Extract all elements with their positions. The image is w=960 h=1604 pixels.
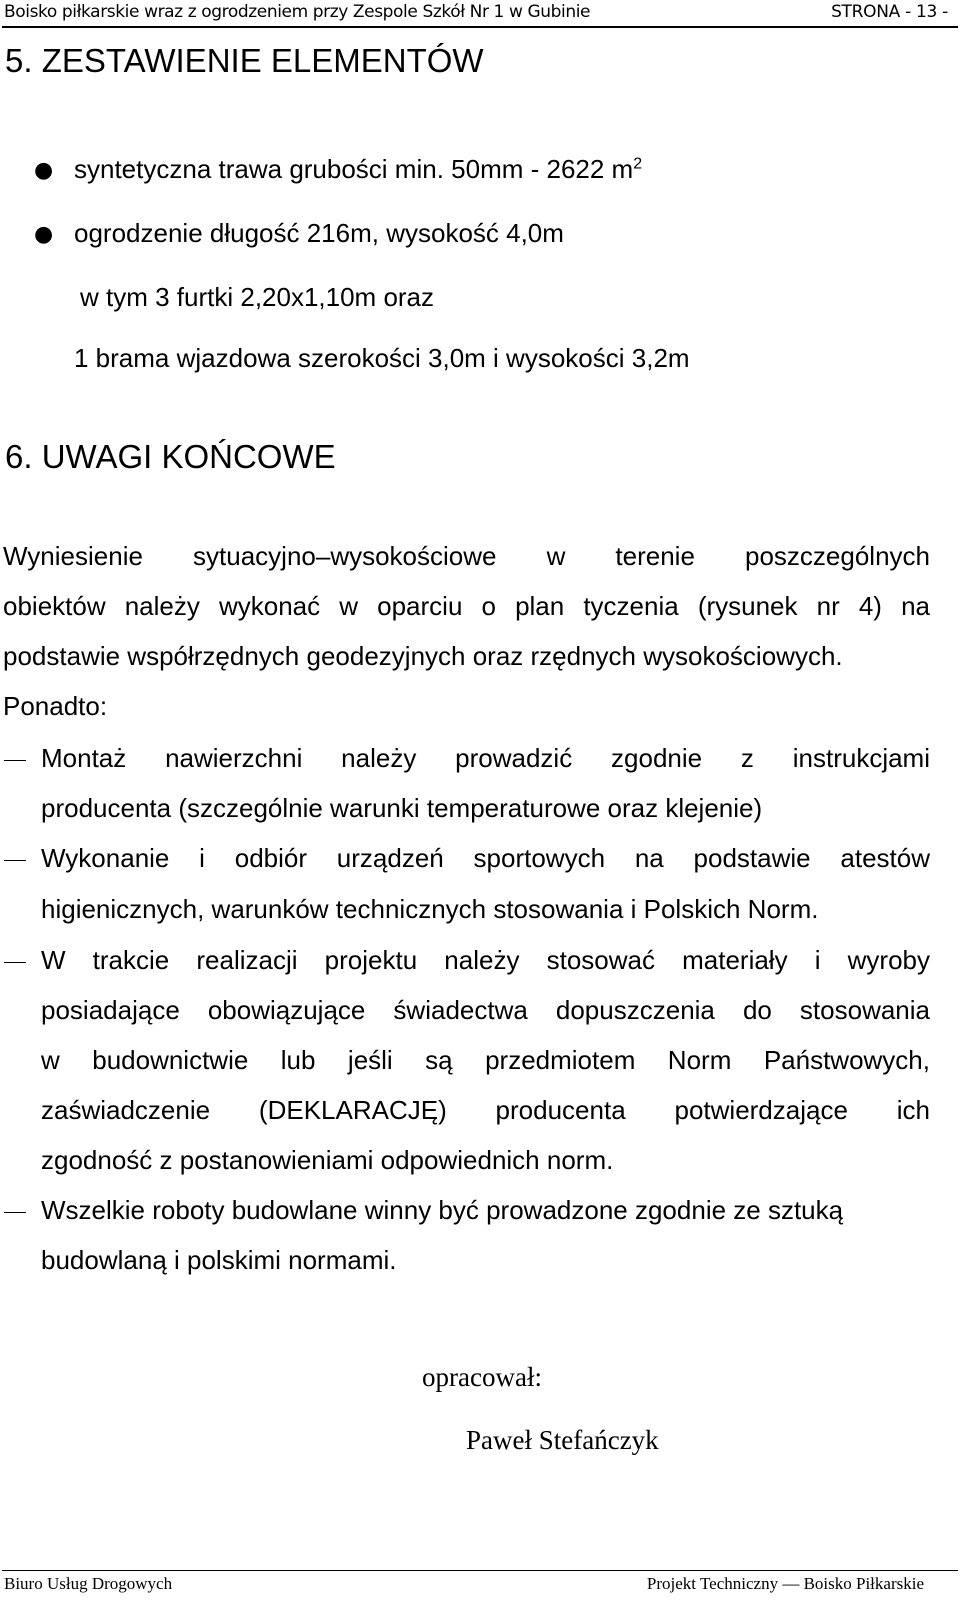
bullet-icon: ●: [34, 222, 54, 247]
dash-item-line: Wszelkie roboty budowlane winny być prowadzone zgodnie ze sztuką: [41, 1195, 844, 1225]
superscript-unit: 2: [633, 155, 643, 173]
dash-item-line: W trakcie realizacji projektu należy stosować materiały i wyroby: [41, 945, 930, 975]
list-item: [74, 154, 642, 185]
dash-icon: [4, 1212, 26, 1213]
paragraph-line: Ponadto:: [3, 691, 108, 721]
list-item-text: syntetyczna trawa grubości min. 50mm - 2622 m: [74, 154, 634, 184]
footer-divider: [2, 1570, 958, 1571]
paragraph-line: obiektów należy wykonać w oparciu o plan tyczenia (rysunek nr 4) na: [3, 591, 930, 621]
section-6-heading: 6. UWAGI KOŃCOWE: [5, 438, 336, 475]
page-header: [0, 0, 960, 26]
list-subline: w tym 3 furtki 2,20x1,10m oraz: [80, 282, 435, 312]
signature-name: Paweł Stefańczyk: [466, 1425, 659, 1455]
paragraph-line: podstawie współrzędnych geodezyjnych oraz rzędnych wysokościowych.: [3, 641, 843, 671]
footer-left: Biuro Usług Drogowych: [4, 1574, 173, 1593]
dash-item-line: Wykonanie i odbiór urządzeń sportowych na podstawie atestów: [41, 843, 930, 873]
list-subline: 1 brama wjazdowa szerokości 3,0m i wysokości 3,2m: [74, 343, 690, 373]
list-item: ogrodzenie długość 216m, wysokość 4,0m: [74, 218, 564, 248]
dash-item-line: zgodność z postanowieniami odpowiednich norm.: [41, 1145, 614, 1175]
signature-label: opracował:: [422, 1362, 542, 1392]
section-5-heading: 5. ZESTAWIENIE ELEMENTÓW: [5, 42, 484, 79]
footer-right: Projekt Techniczny — Boisko Piłkarskie: [646, 1574, 924, 1593]
dash-icon: [4, 760, 26, 761]
dash-item-line: posiadające obowiązujące świadectwa dopuszczenia do stosowania: [41, 995, 930, 1025]
dash-icon: [4, 962, 26, 963]
header-page-number: STRONA - 13 -: [831, 2, 948, 22]
header-divider: [2, 26, 958, 28]
dash-item-line: Montaż nawierzchni należy prowadzić zgodnie z instrukcjami: [41, 743, 930, 773]
header-document-title: Boisko piłkarskie wraz z ogrodzeniem przy Zespole Szkół Nr 1 w Gubinie: [4, 2, 591, 22]
dash-icon: [4, 860, 26, 861]
dash-item-line: higienicznych, warunków technicznych stosowania i Polskich Norm.: [41, 894, 819, 924]
dash-item-line: producenta (szczególnie warunki temperaturowe oraz klejenie): [41, 793, 763, 823]
bullet-icon: ●: [34, 158, 54, 183]
paragraph-line: Wyniesienie sytuacyjno–wysokościowe w terenie poszczególnych: [3, 541, 930, 571]
dash-item-line: w budownictwie lub jeśli są przedmiotem Norm Państwowych,: [41, 1045, 930, 1075]
dash-item-line: budowlaną i polskimi normami.: [41, 1245, 397, 1275]
dash-item-line: zaświadczenie (DEKLARACJĘ) producenta potwierdzające ich: [41, 1095, 930, 1125]
